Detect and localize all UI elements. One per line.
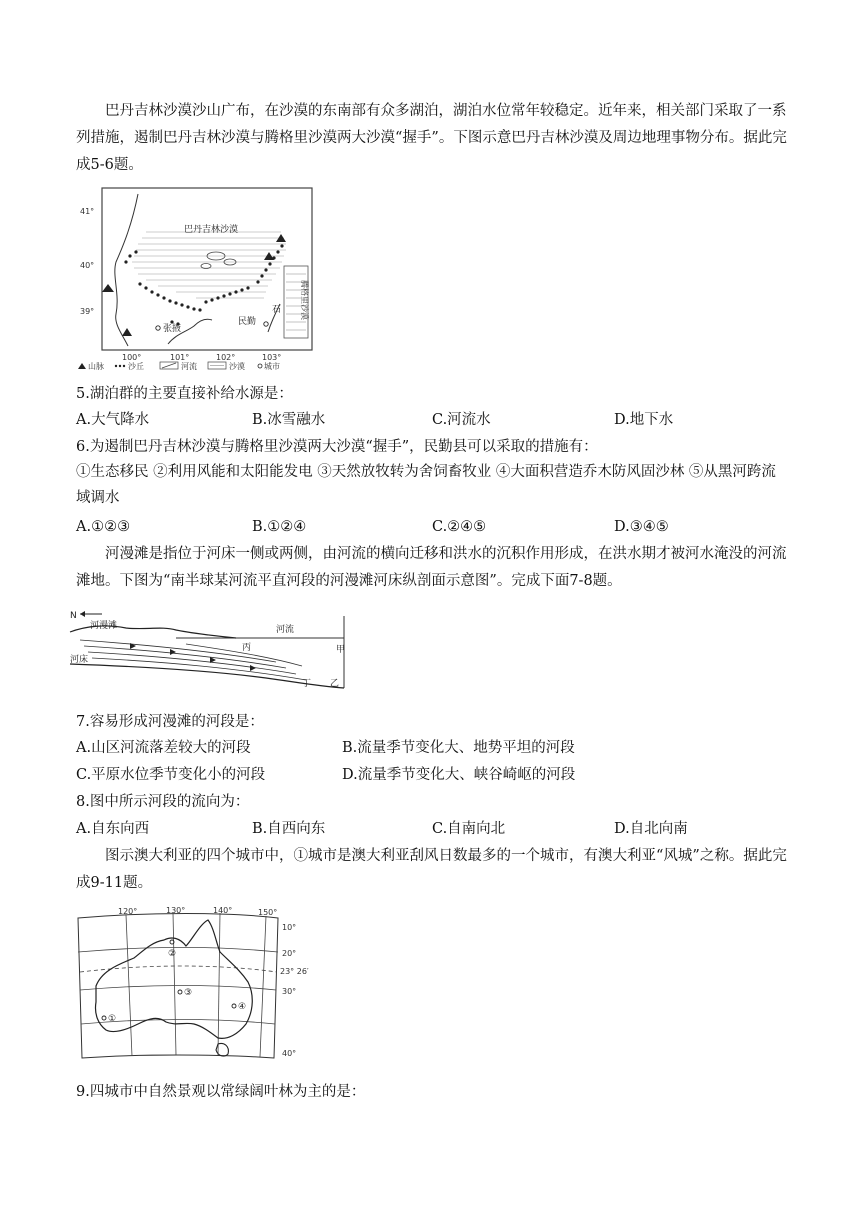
q8-option-a: A.自东向西 (76, 821, 150, 837)
jia-label: 甲 (336, 645, 346, 655)
city-1-label: ① (108, 1014, 117, 1024)
q8-option-d: D.自北向南 (614, 821, 688, 837)
city-4-label: ④ (238, 1002, 247, 1012)
q6-option-a: A.①②③ (76, 519, 131, 535)
lat-label-40: 40° (282, 1049, 297, 1058)
floodplain-label: 河漫滩 (90, 621, 118, 631)
city-minqin-label: 民勤 (238, 317, 257, 327)
legend-city: 城市 (264, 362, 280, 370)
q6-option-b: B.①②④ (252, 519, 307, 535)
australia-map (68, 906, 314, 1066)
river-surface-label: 河流 (276, 625, 295, 635)
intro-paragraph-1: 巴丹吉林沙漠沙山广布，在沙漠的东南部有众多湖泊，湖泊水位常年较稳定。近年来，相关部门采取了一系列措施，遏制巴丹吉林沙漠与腾格里沙漠两大沙漠“握手”。下图示意巴丹吉林沙漠及周边地理事物分布。据此完成5-6题。 (76, 103, 787, 173)
legend-desert: 沙漠 (229, 362, 245, 370)
lon-label-103: 103° (262, 353, 282, 362)
tengger-label: 腾格里沙漠 (300, 280, 309, 320)
lon-label-130: 130° (166, 906, 186, 915)
intro-paragraph-3: 图示澳大利亚的四个城市中，①城市是澳大利亚刮风日数最多的一个城市，有澳大利亚“风城”之称。据此完成9-11题。 (76, 848, 787, 891)
q7-option-b: B.流量季节变化大、地势平坦的河段 (342, 740, 575, 756)
q6-option-d: D.③④⑤ (614, 519, 669, 535)
q7-option-d: D.流量季节变化大、峡谷崎岖的河段 (342, 767, 576, 783)
q8-option-c: C.自南向北 (432, 821, 506, 837)
desert-label: 巴丹吉林沙漠 (184, 225, 239, 235)
city-2-label: ② (168, 949, 177, 959)
channel-bed-label: 河床 (70, 655, 89, 665)
q8-option-b: B.自西向东 (252, 821, 326, 837)
q9-stem: 9.四城市中自然景观以常绿阔叶林为主的是： (76, 1084, 366, 1100)
lon-label-100: 100° (122, 353, 142, 362)
q7-option-a: A.山区河流落差较大的河段 (76, 740, 251, 756)
lon-label-101: 101° (170, 353, 190, 362)
floodplain-profile-figure (66, 604, 360, 700)
ding-label: 丁 (302, 679, 312, 689)
q6-items: ①生态移民 ②利用风能和太阳能发电 ③天然放牧转为舍饲畜牧业 ④大面积营造乔木防风固沙林 ⑤从黑河跨流域调水 (76, 464, 776, 506)
lon-label-140: 140° (213, 906, 233, 915)
q5-stem: 5.湖泊群的主要直接补给水源是： (76, 386, 293, 402)
lat-label-30: 30° (282, 987, 297, 996)
badain-jaran-map (76, 184, 320, 370)
north-label: N (70, 611, 77, 621)
yi-label: 乙 (330, 679, 340, 689)
q6-stem: 6.为遏制巴丹吉林沙漠与腾格里沙漠两大沙漠“握手”，民勤县可以采取的措施有： (76, 439, 598, 455)
intro-paragraph-2: 河漫滩是指位于河床一侧或两侧，由河流的横向迁移和洪水的沉积作用形成，在洪水期才被河水淹没的河流滩地。下图为“南半球某河流平直河段的河漫滩河床纵剖面示意图”。完成下面7-8题。 (76, 546, 787, 589)
lat-label-39: 39° (80, 307, 95, 316)
legend-river: 河流 (181, 362, 197, 370)
q7-option-c: C.平原水位季节变化小的河段 (76, 767, 266, 783)
lat-label-10: 10° (282, 923, 297, 932)
city-3-label: ③ (184, 988, 193, 998)
city-zhangye-label: 张掖 (163, 324, 182, 334)
lon-label-150: 150° (258, 908, 278, 917)
q5-option-b: B.冰雪融水 (252, 412, 326, 428)
legend-dune: 沙丘 (128, 362, 144, 370)
lat-label-40: 40° (80, 261, 95, 270)
lat-label-41: 41° (80, 207, 95, 216)
lat-label-tropic: 23° 26′ (280, 967, 309, 976)
q5-option-a: A.大气降水 (76, 412, 150, 428)
lat-label-20: 20° (282, 949, 297, 958)
bing-label: 丙 (242, 643, 252, 653)
q6-option-c: C.②④⑤ (432, 519, 487, 535)
q5-option-d: D.地下水 (614, 412, 674, 428)
q8-stem: 8.图中所示河段的流向为： (76, 794, 250, 810)
legend-mountain: 山脉 (88, 362, 104, 370)
shi-label: 石 (272, 305, 282, 315)
lon-label-102: 102° (216, 353, 236, 362)
q7-stem: 7.容易形成河漫滩的河段是： (76, 714, 264, 730)
q5-option-c: C.河流水 (432, 412, 491, 428)
lon-label-120: 120° (118, 907, 138, 916)
